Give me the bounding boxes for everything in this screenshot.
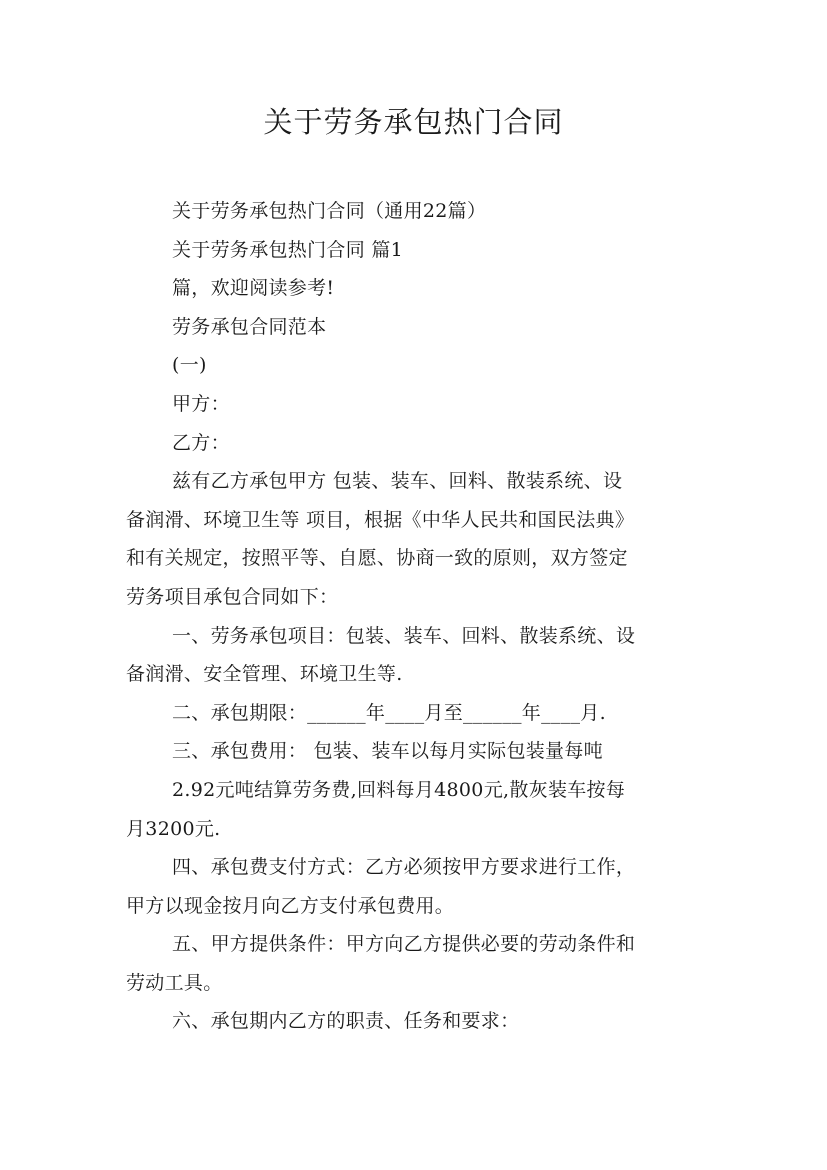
paragraph-line: 关于劳务承包热门合同 篇1: [172, 238, 404, 261]
paragraph-line: 篇，欢迎阅读参考!: [172, 277, 335, 300]
paragraph-line: 二、承包期限：______年____月至______年____月.: [172, 701, 606, 724]
paragraph-line: 乙方：: [172, 431, 230, 454]
paragraph-line: 备润滑、安全管理、环境卫生等.: [126, 663, 403, 686]
paragraph-line: 和有关规定，按照平等、自愿、协商一致的原则，双方签定: [126, 547, 628, 570]
document-body: [126, 192, 704, 1041]
document-title: 关于劳务承包热门合同: [263, 105, 564, 139]
paragraph-line: 六、承包期内乙方的职责、任务和要求：: [172, 1010, 520, 1033]
paragraph-line: 备润滑、环境卫生等 项目，根据《中华人民共和国民法典》: [126, 508, 635, 531]
paragraph-line: 劳务项目承包合同如下：: [126, 585, 339, 608]
paragraph-line: 甲方以现金按月向乙方支付承包费用。: [126, 894, 455, 917]
paragraph-line: 劳务承包合同范本: [172, 315, 327, 338]
paragraph-line: 三、承包费用： 包装、装车以每月实际包装量每吨: [172, 740, 603, 763]
paragraph-line: 兹有乙方承包甲方 包装、装车、回料、散装系统、设: [172, 470, 623, 493]
paragraph-line: 2.92元吨结算劳务费,回料每月4800元,散灰装车按每: [172, 778, 626, 801]
paragraph-line: 劳动工具。: [126, 971, 223, 994]
paragraph-line: 月3200元.: [126, 817, 221, 840]
paragraph-line: 甲方：: [172, 392, 230, 415]
paragraph-line: 四、承包费支付方式：乙方必须按甲方要求进行工作，: [172, 856, 636, 879]
paragraph-line: 一、劳务承包项目：包装、装车、回料、散装系统、设: [172, 624, 636, 647]
paragraph-line: (一): [172, 354, 207, 377]
paragraph-line: 关于劳务承包热门合同（通用22篇）: [172, 200, 487, 222]
paragraph-line: 五、甲方提供条件：甲方向乙方提供必要的劳动条件和: [172, 933, 636, 956]
